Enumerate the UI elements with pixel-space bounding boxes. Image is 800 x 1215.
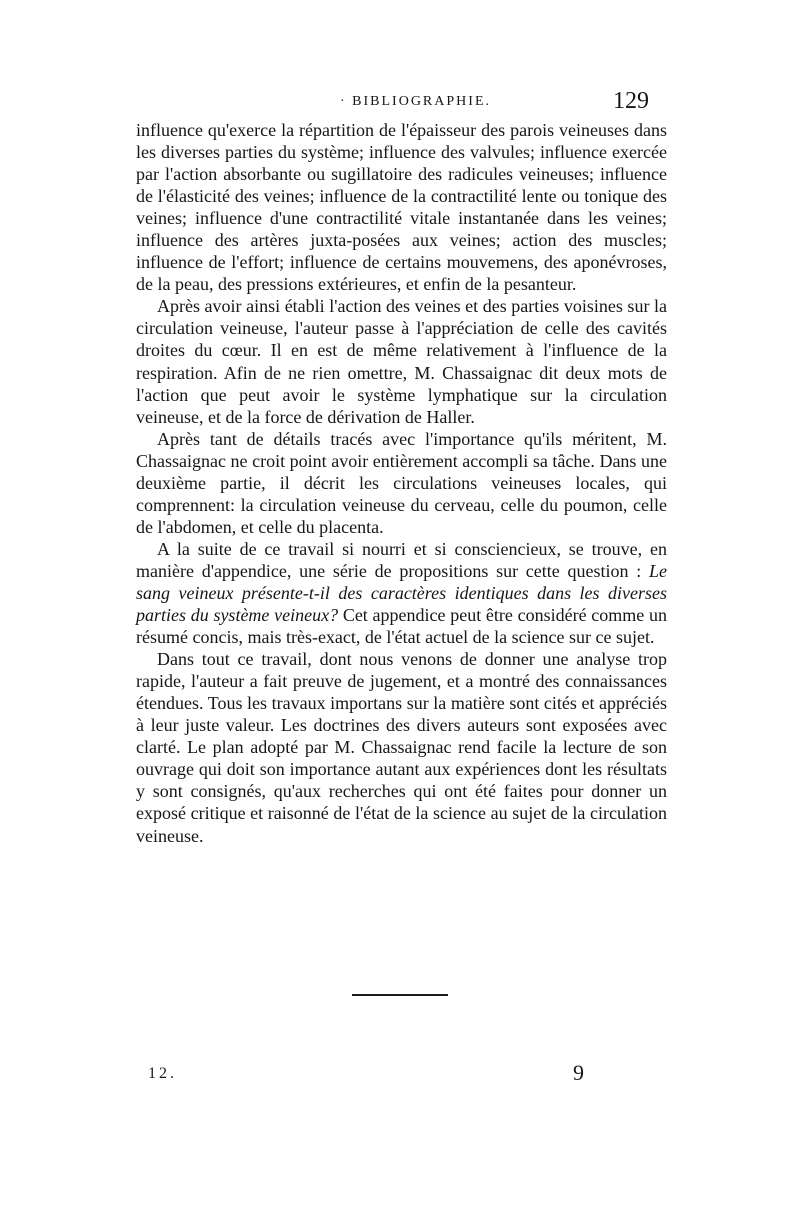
appendix-text-before: A la suite de ce travail si nourri et si consciencieux, se trouve, en manière d'appendice, une série de propositions sur cette question : (136, 538, 667, 581)
running-title: · BIBLIOGRAPHIE. (340, 94, 491, 109)
body-text (136, 119, 667, 847)
paragraph-conclusion: Dans tout ce travail, dont nous venons de donner une analyse trop rapide, l'auteur a fait preuve de jugement, et a montré des connaissances étendues. Tous les travaux importans sur la matière sont cités et appréciés à leur juste valeur. Les doctrines des divers auteurs sont exposées avec clarté. Le plan adopté par M. Chassaignac rend facile la lecture de son ouvrage qui doit son importance autant aux expériences dont les résultats y sont consignés, qu'aux recherches qui ont été faites pour donner un exposé critique et raisonné de l'état de la science au sujet de la circulation veineuse. (136, 649, 667, 846)
paragraph-heart-respiration: Après avoir ainsi établi l'action des veines et des parties voisines sur la circulation veineuse, l'auteur passe à l'appréciation de celle des cavités droites du cœur. Il en est de même relativement à l'influence de la respiration. Afin de ne rien omettre, M. Chassaignac dit deux mots de l'action que peut avoir le système lymphatique sur la circulation veineuse, et de la force de dérivation de Haller. (136, 296, 667, 427)
signature-mark: 12. (148, 1065, 177, 1082)
paragraph-local-circulations: Après tant de détails tracés avec l'importance qu'ils méritent, M. Chassaignac ne croit point avoir entièrement accompli sa tâche. Dans une deuxième partie, il décrit les circulations veineuses locales, qui comprennent: la circulation veineuse du cerveau, celle du poumon, celle de l'abdomen, et celle du placenta. (136, 428, 667, 537)
folio-number: 9 (573, 1060, 584, 1085)
section-divider (352, 994, 448, 996)
paragraph-valve-influences: influence qu'exerce la répartition de l'épaisseur des parois veineuses dans les diverses parties du système; influence des valvules; influence exercée par l'action absorbante ou sugillatoire des radicules veineuses; influence de l'élasticité des veines; influence de la contractilité lente ou tonique des veines; influence d'une contractilité vitale instantanée dans les veines; influence des artères juxta-posées aux veines; action des muscles; influence de l'effort; influence de certains mouvemens, des aponévroses, de la peau, des pressions extérieures, et enfin de la pesanteur. (136, 120, 667, 295)
paragraph-appendix (136, 538, 667, 648)
appendix-text-after: Cet appendice peut être considéré comme un résumé concis, mais très-exact, de l'état actuel de la science sur ce sujet. (136, 605, 667, 648)
appendix-question-italic: Le sang veineux présente-t-il des caractères identiques dans les diverses parties du système veineux? (136, 560, 667, 626)
page-number: 129 (613, 88, 649, 114)
